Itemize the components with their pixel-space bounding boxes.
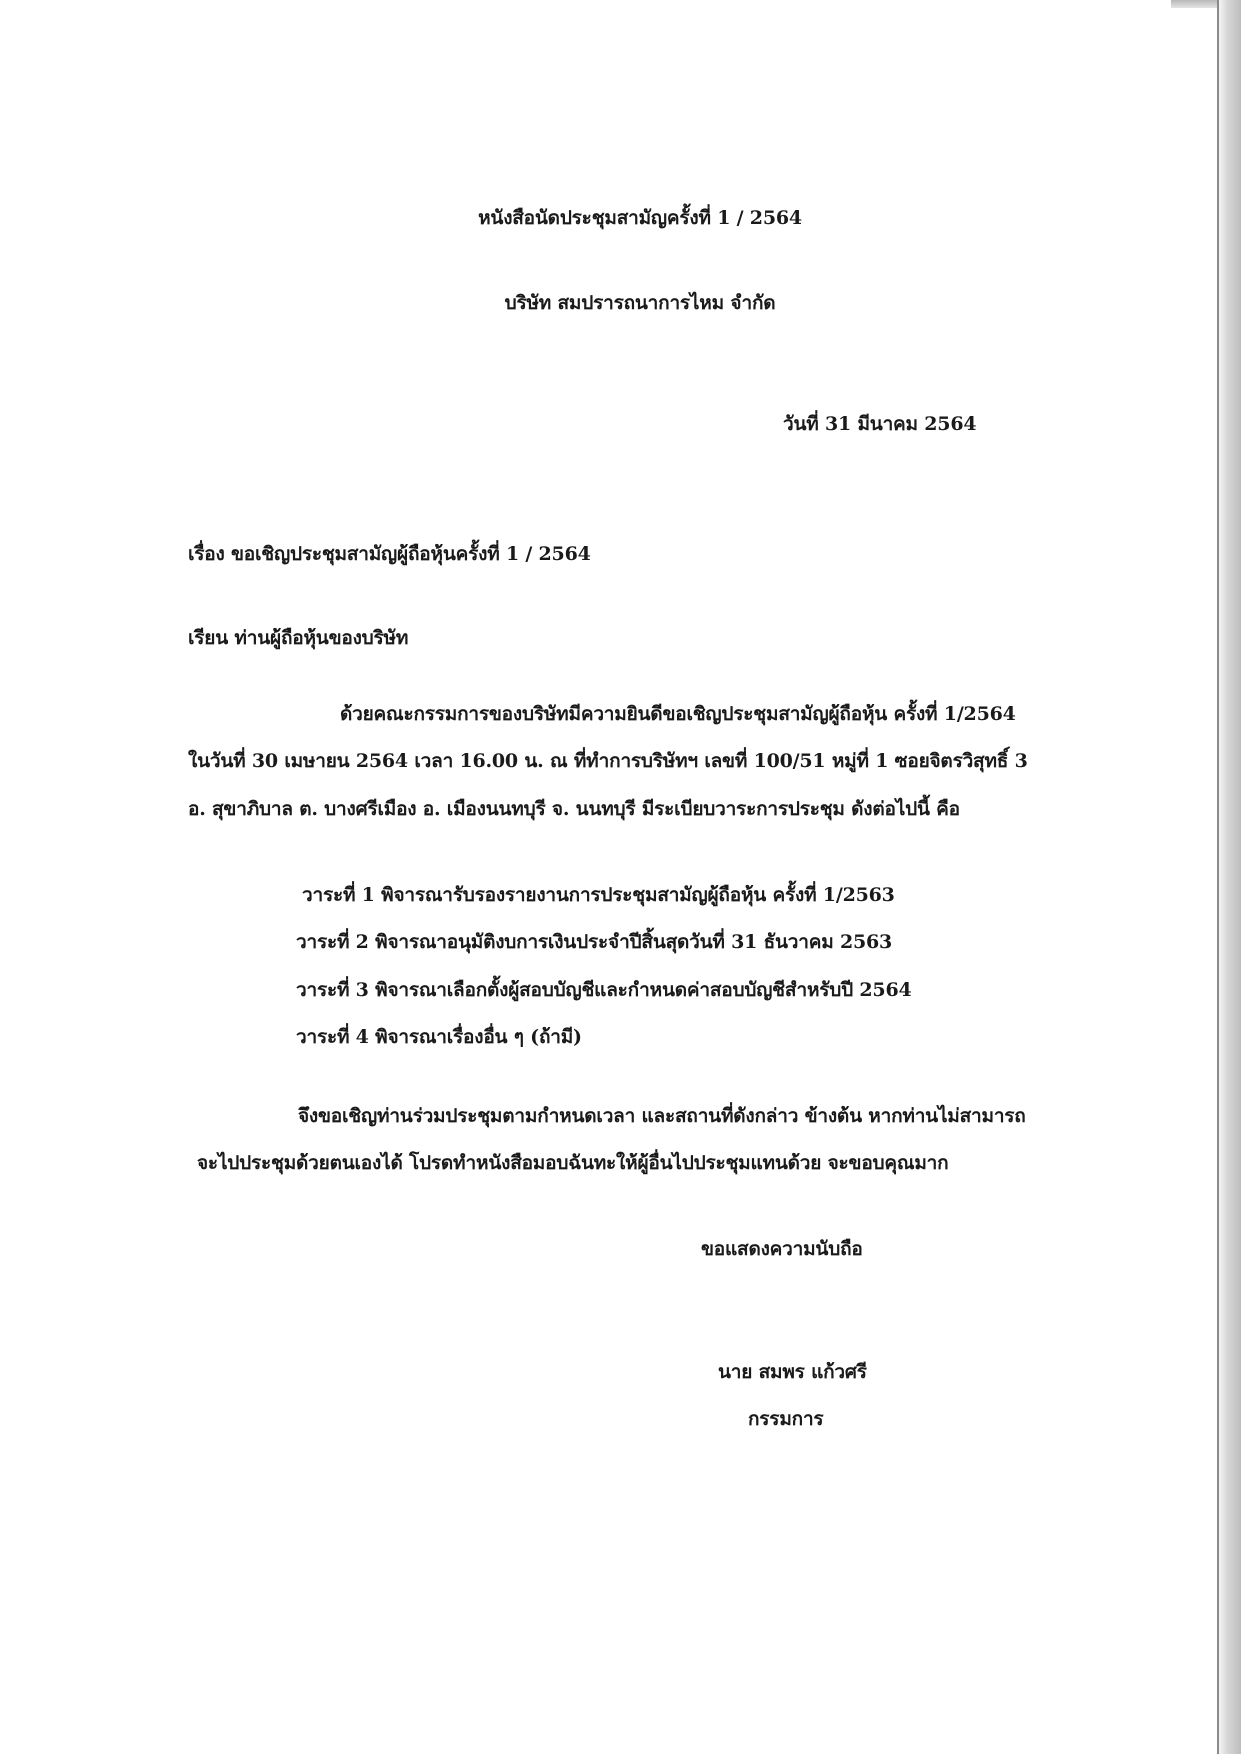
body-paragraph-line: อ. สุขาภิบาล ต. บางศรีเมือง อ. เมืองนนทบุรี จ. นนทบุรี มีระเบียบวาระการประชุม ดังต่อไปนี้ คือ <box>188 798 960 820</box>
document-date: วันที่ 31 มีนาคม 2564 <box>783 413 977 435</box>
agenda-item: วาระที่ 2 พิจารณาอนุมัติงบการเงินประจำปีสิ้นสุดวันที่ 31 ธันวาคม 2563 <box>296 931 893 953</box>
scan-edge-shadow <box>1219 0 1241 1754</box>
document-title: หนังสือนัดประชุมสามัญครั้งที่ 1 / 2564 <box>478 207 802 229</box>
body-paragraph-line: ด้วยคณะกรรมการของบริษัทมีความยินดีขอเชิญประชุมสามัญผู้ถือหุ้น ครั้งที่ 1/2564 <box>340 703 1016 725</box>
signer-title: กรรมการ <box>748 1408 824 1430</box>
agenda-item: วาระที่ 1 พิจารณารับรองรายงานการประชุมสามัญผู้ถือหุ้น ครั้งที่ 1/2563 <box>302 884 895 906</box>
closing-paragraph-line: จึงขอเชิญท่านร่วมประชุมตามกำหนดเวลา และสถานที่ดังกล่าว ข้างต้น หากท่านไม่สามารถ <box>298 1105 1026 1127</box>
closing-regards: ขอแสดงความนับถือ <box>701 1238 863 1260</box>
closing-paragraph-line: จะไปประชุมด้วยตนเองได้ โปรดทำหนังสือมอบฉันทะให้ผู้อื่นไปประชุมแทนด้วย จะขอบคุณมาก <box>197 1152 949 1174</box>
salutation-line: เรียน ท่านผู้ถือหุ้นของบริษัท <box>188 627 409 649</box>
agenda-item: วาระที่ 3 พิจารณาเลือกตั้งผู้สอบบัญชีและกำหนดค่าสอบบัญชีสำหรับปี 2564 <box>296 979 912 1001</box>
body-paragraph-line: ในวันที่ 30 เมษายน 2564 เวลา 16.00 น. ณ ที่ทำการบริษัทฯ เลขที่ 100/51 หมู่ที่ 1 ซอยจิตรวิสุทธิ์ 3 <box>188 750 1028 772</box>
company-name: บริษัท สมปรารถนาการไหม จำกัด <box>504 292 776 314</box>
agenda-item: วาระที่ 4 พิจารณาเรื่องอื่น ๆ (ถ้ามี) <box>296 1026 582 1048</box>
signer-name: นาย สมพร แก้วศรี <box>718 1361 867 1383</box>
subject-line: เรื่อง ขอเชิญประชุมสามัญผู้ถือหุ้นครั้งที่ 1 / 2564 <box>188 543 591 565</box>
